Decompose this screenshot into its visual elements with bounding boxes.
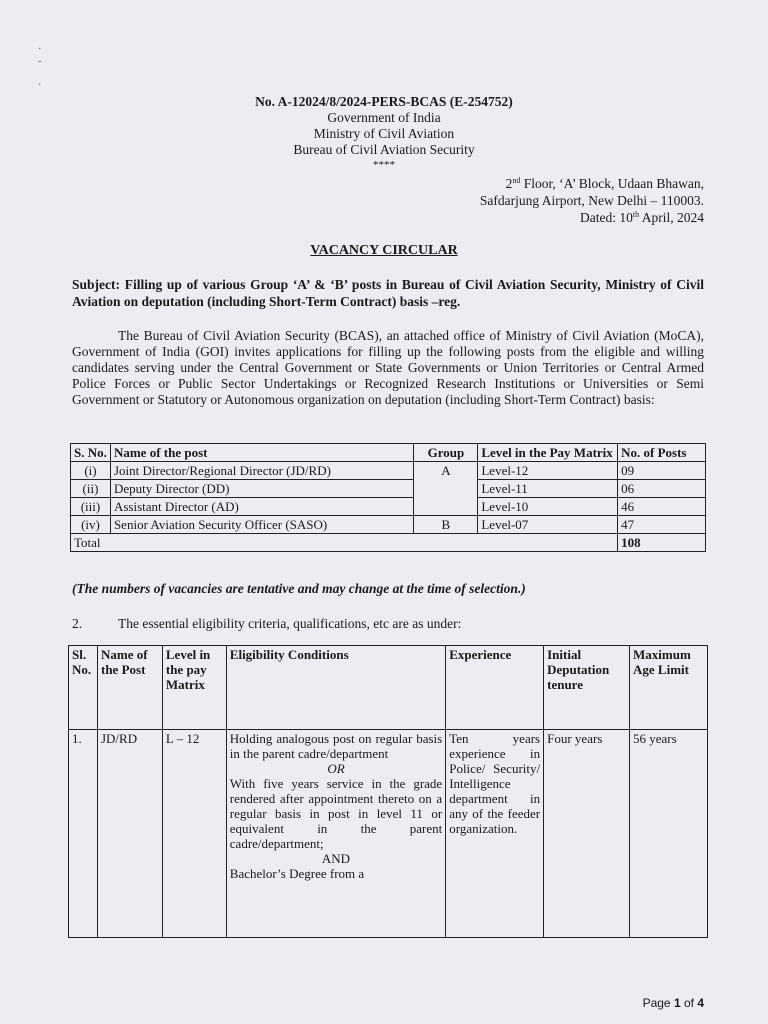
cell-sl-no: 1. — [69, 730, 98, 938]
page-title: VACANCY CIRCULAR — [310, 243, 458, 258]
eligibility-table — [68, 645, 708, 938]
cell-sno: (iv) — [71, 516, 111, 534]
col-age: Maximum Age Limit — [630, 646, 708, 730]
col-group: Group — [414, 444, 478, 462]
cell-level: Level-07 — [478, 516, 618, 534]
cell-posts: 09 — [618, 462, 706, 480]
address-line-2: Safdarjung Airport, New Delhi – 110003. — [479, 193, 704, 208]
page-number: Page 1 of 4 — [642, 996, 704, 1010]
col-name: Name of the post — [110, 444, 413, 462]
cell-level: Level-11 — [478, 480, 618, 498]
cell-group-b: B — [414, 516, 478, 534]
col-level: Level in the Pay Matrix — [478, 444, 618, 462]
cell-sno: (i) — [71, 462, 111, 480]
address-line-1: 2nd Floor, ‘A’ Block, Udaan Bhawan, — [505, 176, 704, 191]
cell-pay-level: L – 12 — [162, 730, 226, 938]
table-header-row — [69, 646, 708, 730]
org-line-2: Ministry of Civil Aviation — [313, 126, 455, 141]
subject: Subject: Filling up of various Group ‘A’ & ‘B’ posts in Bureau of Civil Aviation Security, Ministry of Civil Aviation on deputation (including Short-Term Contract) basis –reg. — [72, 277, 704, 309]
col-sno: S. No. — [71, 444, 111, 462]
col-posts: No. of Posts — [618, 444, 706, 462]
reference-number: No. A-12024/8/2024-PERS-BCAS (E-254752) — [255, 94, 513, 109]
posts-table — [70, 443, 706, 552]
table-row — [71, 498, 706, 516]
total-label: Total — [71, 534, 618, 552]
col-post-name: Name of the Post — [97, 646, 162, 730]
table-row — [71, 516, 706, 534]
intro-paragraph: The Bureau of Civil Aviation Security (BCAS), an attached office of Ministry of Civil Aviation (MoCA), Government of India (GOI) invites applications for filling up the following posts from the eligible and willing candidates serving under the Central Government or State Governments or Union Territories or Central Armed Police Forces or Public Sector Undertakings or Recognized Research Institutions or Universities or Semi Government or Statutory or Autonomous organization on deputation (including Short-Term Contract) basis: — [72, 328, 704, 407]
date-line: Dated: 10th April, 2024 — [580, 210, 704, 225]
cell-age: 56 years — [630, 730, 708, 938]
cell-posts: 06 — [618, 480, 706, 498]
col-pay-level: Level in the pay Matrix — [162, 646, 226, 730]
cell-eligibility — [226, 730, 445, 938]
point-2: 2. The essential eligibility criteria, qualifications, etc are as under: — [72, 616, 462, 631]
eligibility-b: With five years service in the grade rendered after appointment thereto on a regular basis in post in level 11 or equivalent in the parent cadre/department; — [229, 776, 443, 851]
cell-sno: (ii) — [71, 480, 111, 498]
table-header-row — [71, 444, 706, 462]
cell-tenure: Four years — [544, 730, 630, 938]
table-row — [71, 462, 706, 480]
cell-name: Joint Director/Regional Director (JD/RD) — [110, 462, 413, 480]
eligibility-c: Bachelor’s Degree from a — [229, 866, 365, 881]
vacancy-note: (The numbers of vacancies are tentative and may change at the time of selection.) — [72, 581, 526, 596]
col-eligibility: Eligibility Conditions — [226, 646, 445, 730]
col-tenure: Initial Deputation tenure — [544, 646, 630, 730]
org-line-3: Bureau of Civil Aviation Security — [293, 142, 475, 157]
cell-posts: 47 — [618, 516, 706, 534]
cell-post-name: JD/RD — [97, 730, 162, 938]
cell-level: Level-12 — [478, 462, 618, 480]
col-sl-no: Sl. No. — [69, 646, 98, 730]
cell-posts: 46 — [618, 498, 706, 516]
col-experience: Experience — [446, 646, 544, 730]
eligibility-and: AND — [321, 851, 351, 866]
stars-divider: **** — [373, 159, 395, 171]
scan-marks: · - · — [38, 44, 42, 91]
table-row — [71, 480, 706, 498]
cell-level: Level-10 — [478, 498, 618, 516]
eligibility-or: OR — [327, 761, 345, 776]
cell-sno: (iii) — [71, 498, 111, 516]
total-row — [71, 534, 706, 552]
cell-group-a: A — [414, 462, 478, 516]
cell-name: Senior Aviation Security Officer (SASO) — [110, 516, 413, 534]
cell-experience: Ten years experience in Police/ Security/ Intelligence department in any of the feeder organization. — [446, 730, 544, 938]
cell-name: Deputy Director (DD) — [110, 480, 413, 498]
total-value: 108 — [618, 534, 706, 552]
table-row — [69, 730, 708, 938]
cell-name: Assistant Director (AD) — [110, 498, 413, 516]
org-line-1: Government of India — [327, 110, 441, 125]
eligibility-a: Holding analogous post on regular basis in the parent cadre/department — [229, 731, 443, 761]
